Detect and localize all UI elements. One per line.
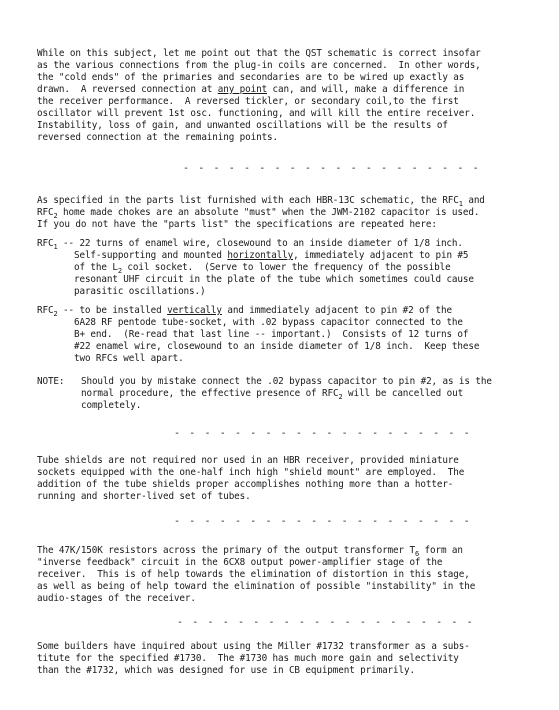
text-line: as well as being of help toward the elimination of possible "instability" in the (37, 581, 476, 592)
underlined-text: any point (217, 84, 268, 95)
text-line: than the #1732, which was designed for use in CB equipment primarily. (37, 665, 415, 676)
text-line: the receiver performance. A reversed tickler, or secondary coil,to the first (37, 96, 459, 107)
section-separator: - - - - - - - - - - - - - - - - - - - - (177, 617, 475, 628)
text-line: Some builders have inquired about using the Miller #1732 transformer as a subs- (37, 641, 470, 652)
section-separator: - - - - - - - - - - - - - - - - - - - - (183, 163, 481, 174)
text-line: the "cold ends" of the primaries and secondaries are to be wired up exactly as (37, 72, 465, 83)
text-line: $RFC_2$ home made chokes are an absolute "must" when the JWM-2102 capacitor is used. (37, 207, 480, 220)
text-line: titute for the specified #1730. The #1730 has much more gain and selectivity (37, 653, 459, 664)
text-line: "inverse feedback" circuit in the 6CX8 output power-amplifier stage of the (37, 557, 443, 568)
text-line: The 47K/150K resistors across the primary of the output transformer $T_6$ form an (37, 545, 463, 558)
text-line: addition of the tube shields proper accomplishes nothing more than a hotter- (37, 479, 454, 490)
text-line: reversed connection at the remaining points. (37, 132, 278, 143)
text-line: drawn. A reversed connection at any point can, and will, make a difference in (37, 84, 465, 95)
text-line: 6A28 RF pentode tube-socket, with .02 bypass capacitor connected to the (74, 317, 463, 328)
text-line: receiver. This is of help towards the elimination of distortion in this stage, (37, 569, 470, 580)
text-line: resonant UHF circuit in the plate of the tube which sometimes could cause (74, 274, 474, 285)
text-line: of the $L_2$ coil socket. (Serve to lower the frequency of the possible (74, 262, 451, 275)
text-line: oscillator will prevent 1st osc. functioning, and will kill the entire receiver. (37, 108, 476, 119)
text-line: As specified in the parts list furnished with each HBR-13C schematic, the $RFC_1$ and (37, 195, 485, 208)
text-line: running and shorter-lived set of tubes. (37, 491, 251, 502)
text-line: as the various connections from the plug-in coils are concerned. In other words, (37, 60, 481, 71)
section-separator: - - - - - - - - - - - - - - - - - - - - (174, 516, 472, 527)
text-line: $RFC_2$ -- to be installed vertically and immediately adjacent to pin #2 of the (37, 305, 452, 318)
text-line: While on this subject, let me point out that the QST schematic is correct insofar (37, 48, 481, 59)
note-label: NOTE: (37, 376, 65, 387)
text-line: completely. (81, 400, 142, 411)
text-line: #22 enamel wire, closewound to an inside diameter of 1/8 inch. Keep these (74, 341, 480, 352)
text-line: sockets equipped with the one-half inch high "shield mount" are employed. The (37, 467, 465, 478)
text-line: Instability, loss of gain, and unwanted oscillations will be the results of (37, 120, 448, 131)
text-line: two RFCs well apart. (74, 353, 184, 364)
text-line: normal procedure, the effective presence of $RFC_2$ will be cancelled out (81, 388, 464, 401)
text-line: parasitic oscillations.) (74, 286, 206, 297)
text-line: B+ end. (Re-read that last line -- important.) Consists of 12 turns of (74, 329, 469, 340)
text-line: Should you by mistake connect the .02 bypass capacitor to pin #2, as is the (81, 376, 492, 387)
text-line: Self-supporting and mounted horizontally, immediately adjacent to pin #5 (74, 250, 469, 261)
text-line: Tube shields are not required nor used in an HBR receiver, provided miniature (37, 455, 459, 466)
text-line: If you do not have the "parts list" the specifications are repeated here: (37, 219, 437, 230)
text-line: $RFC_1 -- 22$ turns of enamel wire, closewound to an inside diameter of 1/8 inch. (37, 238, 463, 251)
section-separator: - - - - - - - - - - - - - - - - - - - - (174, 428, 472, 439)
text-line: audio-stages of the receiver. (37, 593, 196, 604)
